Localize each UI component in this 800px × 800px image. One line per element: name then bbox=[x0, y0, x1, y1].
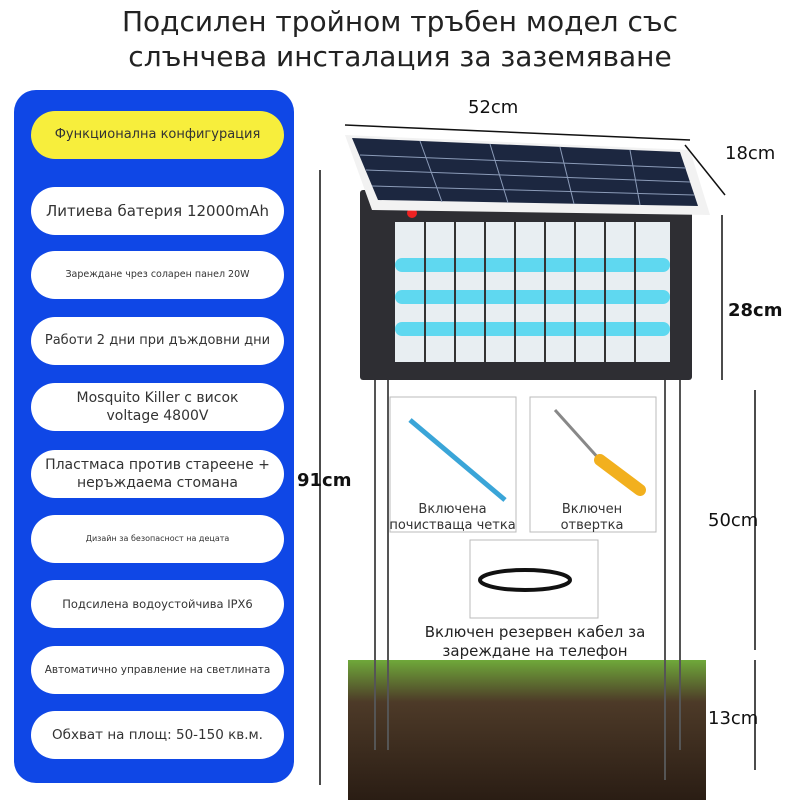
pole-height-label: 50cm bbox=[708, 510, 759, 531]
title-line-1: Подсилен тройном тръбен модел със bbox=[121, 5, 679, 38]
feature-label: Работи 2 дни при дъждовни дни bbox=[44, 333, 271, 348]
feature-label: Функционална конфигурация bbox=[54, 127, 261, 142]
feature-label: Дизайн за безопасност на децата bbox=[85, 534, 230, 543]
feature-label: Зареждане чрез соларен панел 20W bbox=[65, 269, 250, 280]
box-height-label: 28cm bbox=[728, 300, 783, 321]
screwdriver-caption: Включен отвертка bbox=[560, 502, 624, 533]
soil-ground bbox=[348, 660, 706, 800]
total-height-label: 91cm bbox=[297, 470, 352, 491]
depth-label: 18cm bbox=[725, 143, 776, 164]
feature-label: Обхват на площ: 50-150 кв.м. bbox=[52, 727, 263, 743]
width-label: 52cm bbox=[468, 97, 519, 118]
feature-label: Mosquito Killer с висок voltage 4800V bbox=[76, 390, 239, 424]
feature-label: Подсилена водоустойчива IPX6 bbox=[62, 597, 253, 611]
cable-box bbox=[470, 540, 598, 618]
brush-caption: Включена почистваща четка bbox=[389, 502, 516, 533]
uv-tubes bbox=[395, 258, 670, 336]
ground-depth-label: 13cm bbox=[708, 708, 759, 729]
cable-caption: Включен резервен кабел за зареждане на телефон bbox=[424, 623, 646, 660]
title-line-2: слънчева инсталация за заземяване bbox=[128, 40, 672, 73]
feature-label: Литиева батерия 12000mAh bbox=[45, 202, 270, 220]
feature-label: Автоматично управление на светлината bbox=[44, 664, 271, 676]
feature-label: Пластмаса против стареене + неръждаема стомана bbox=[45, 457, 270, 491]
